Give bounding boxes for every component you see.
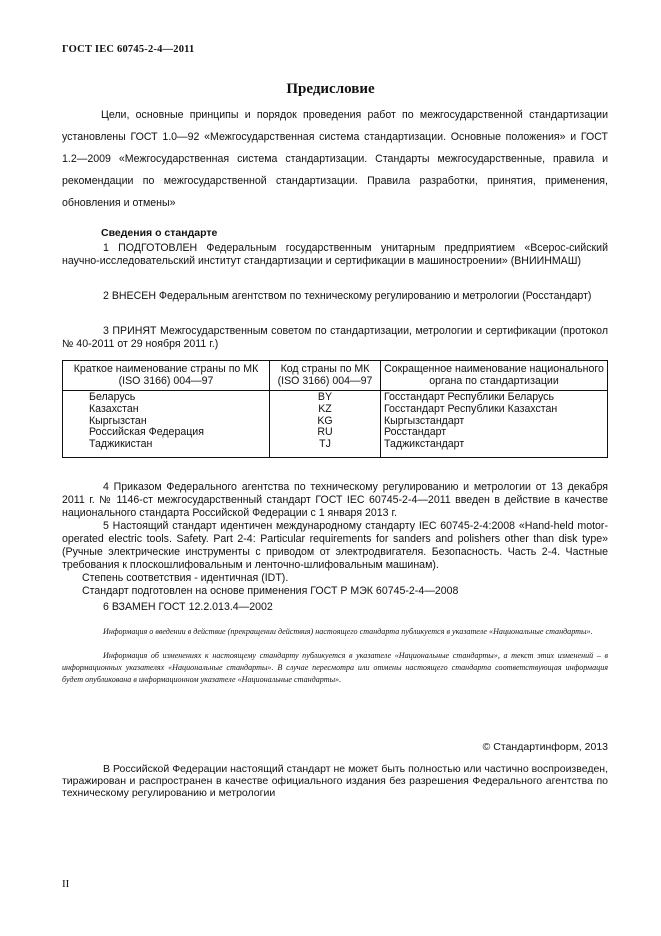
column-header-country: Краткое наименование страны по МК (ISO 3166) 004—97 (63, 361, 270, 391)
country-cell: Кыргызстан (63, 416, 270, 428)
reproduction-notice: В Российской Федерации настоящий стандарт не может быть полностью или частично воспроизведен, тиражирован и распространен в качестве официального издания без разрешения Федерального агентства по техническому регулированию и метрологии (62, 763, 608, 799)
body-cell: Росстандарт (381, 427, 608, 439)
page-number: II (62, 878, 70, 890)
country-cell: Казахстан (63, 404, 270, 416)
country-cell: Таджикистан (63, 439, 270, 457)
body-cell: Кыргызстандарт (381, 416, 608, 428)
code-cell: BY (270, 391, 381, 404)
item-2-introduced: 2 ВНЕСЕН Федеральным агентством по техническому регулированию и метрологии (Росстандарт) (103, 290, 592, 302)
item-5-basis: Стандарт подготовлен на основе применения ГОСТ Р МЭК 60745-2-4—2008 (82, 585, 459, 597)
countries-table (62, 360, 608, 458)
table-row (63, 391, 608, 404)
code-cell: KG (270, 416, 381, 428)
column-header-code: Код страны по МК (ISO 3166) 004—97 (270, 361, 381, 391)
body-cell: Госстандарт Республики Беларусь (381, 391, 608, 404)
item-5-identical: 5 Настоящий стандарт идентичен международному стандарту IEC 60745-2-4:2008 «Hand-held motor-operated electric tools. Safety. Part 2-4: Particular requirements for sanders and polishers other than disk type» (Ручные электрические инструменты с приводом от электродвигателя. Безопасность. Часть 2-4. Частные требования к плоскошлифовальным и ленточно-шлифовальным машинам). (62, 520, 608, 571)
body-cell: Госстандарт Республики Казахстан (381, 404, 608, 416)
item-4-order: 4 Приказом Федерального агентства по техническому регулированию и метрологии от 13 декабря 2011 г. № 1146-ст межгосударственный стандарт ГОСТ IEC 60745-2-4—2011 введен в действие в качестве национального стандарта Российской Федерации с 1 января 2013 г. (62, 481, 608, 519)
info-note-changes: Информация об изменениях к настоящему стандарту публикуется в указателе «Национальные стандарты», а текст этих изменений – в информационных указателях «Национальные стандарты». В случае пересмотра или отмены настоящего стандарта соответствующая информация будет опубликована в информационном указателе «Национальные стандарты». (62, 651, 608, 684)
table-row (63, 439, 608, 457)
item-5-degree: Степень соответствия - идентичная (IDT). (82, 572, 289, 584)
table-header-row (63, 361, 608, 391)
intro-paragraph: Цели, основные принципы и порядок проведения работ по межгосударственной стандартизации установлены ГОСТ 1.0—92 «Межгосударственная система стандартизации. Основные положения» и ГОСТ 1.2—2009 «Межгосударственная система стандартизации. Стандарты межгосударственные, правила и рекомендации по межгосударственной стандартизации. Правила разработки, принятия, применения, обновления и отмены» (62, 109, 608, 209)
item-6-replaces: 6 ВЗАМЕН ГОСТ 12.2.013.4—2002 (103, 601, 273, 613)
section-title: Сведения о стандарте (101, 227, 218, 239)
body-cell: Таджикстандарт (381, 439, 608, 457)
code-cell: TJ (270, 439, 381, 457)
copyright: © Стандартинформ, 2013 (482, 741, 608, 753)
info-note-introduction: Информация о введении в действие (прекращении действия) настоящего стандарта публикуется в указателе «Национальные стандарты». (103, 627, 593, 636)
item-1-prepared: 1 ПОДГОТОВЛЕН Федеральным государственным унитарным предприятием «Всерос-сийский научно-исследовательский институт стандартизации и сертификации в машиностроении» (ВНИИНМАШ) (62, 242, 608, 267)
item-3-adopted: 3 ПРИНЯТ Межгосударственным советом по стандартизации, метрологии и сертификации (протокол № 40-2011 от 29 ноября 2011 г.) (62, 325, 608, 350)
document-code-header: ГОСТ IEC 60745-2-4—2011 (62, 44, 195, 55)
country-cell: Российская Федерация (63, 427, 270, 439)
code-cell: KZ (270, 404, 381, 416)
column-header-body: Сокращенное наименование национального органа по стандартизации (381, 361, 608, 391)
code-cell: RU (270, 427, 381, 439)
page-title: Предисловие (286, 81, 375, 97)
table-row (63, 404, 608, 416)
country-cell: Беларусь (63, 391, 270, 404)
